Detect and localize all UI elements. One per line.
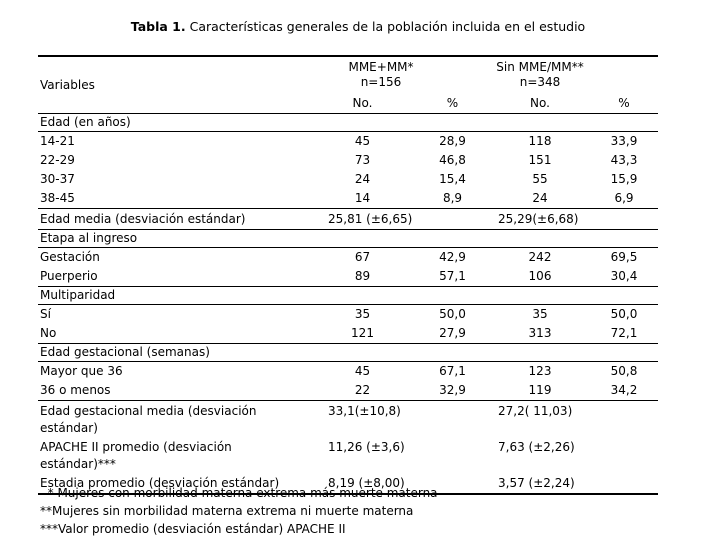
table-row xyxy=(38,305,658,325)
cell-value: 69,5 xyxy=(610,250,638,264)
section-row xyxy=(38,230,658,248)
footnotes xyxy=(40,484,438,538)
row-label: No xyxy=(40,326,57,340)
cell-value: 30,4 xyxy=(610,269,638,283)
cell-value-span: 25,29(±6,68) xyxy=(490,209,658,230)
cell-value: 34,2 xyxy=(610,383,638,397)
cell-value: 106 xyxy=(528,269,552,283)
cell-value: 67 xyxy=(354,250,371,264)
group-name: MME+MM* xyxy=(348,60,414,74)
cell-value: 8,9 xyxy=(442,191,463,205)
cell-value: 46,8 xyxy=(439,153,466,167)
section-row xyxy=(38,344,658,362)
cell-value: 50,0 xyxy=(610,307,638,321)
cell-value: 67,1 xyxy=(439,364,466,378)
cell-value: 151 xyxy=(528,153,552,167)
row-label: 38-45 xyxy=(40,191,75,205)
cell-value-span: 3,57 (±2,24) xyxy=(498,476,575,490)
row-label: 30-37 xyxy=(40,172,75,186)
section-label: Edad (en años) xyxy=(38,114,658,132)
section-row xyxy=(38,114,658,132)
table-row xyxy=(38,189,658,209)
section-label: Multiparidad xyxy=(38,287,658,305)
table-title xyxy=(0,19,716,34)
group-name: Sin MME/MM** xyxy=(496,60,584,74)
cell-value: 42,9 xyxy=(439,250,466,264)
cell-value: 6,9 xyxy=(614,191,634,205)
cell-value: 24 xyxy=(532,191,548,205)
cell-value-span: 8,19 (±8,00) xyxy=(328,476,405,490)
cell-value-span: 7,63 (±2,26) xyxy=(498,440,575,454)
row-label: Edad gestacional media (desviación estándar) xyxy=(38,401,310,438)
cell-value: 35 xyxy=(532,307,548,321)
cell-value: 14 xyxy=(354,191,371,205)
footnote: ***Valor promedio (desviación estándar) APACHE II xyxy=(40,522,346,536)
cell-value: 24 xyxy=(354,172,371,186)
table-title-text: Características generales de la población incluida en el estudio xyxy=(189,19,586,34)
cell-value: 22 xyxy=(354,383,371,397)
cell-value: 119 xyxy=(528,383,552,397)
row-label: APACHE II promedio (desviación estándar)*** xyxy=(40,440,232,471)
cell-value: 55 xyxy=(532,172,548,186)
cell-value: 32,9 xyxy=(439,383,466,397)
cell-value: 15,4 xyxy=(439,172,466,186)
table-row xyxy=(38,248,658,268)
column-header-pct-1: % xyxy=(415,93,490,114)
row-label: 14-21 xyxy=(40,134,75,148)
row-label: Mayor que 36 xyxy=(40,364,123,378)
table-row xyxy=(38,209,658,230)
column-header-variables: Variables xyxy=(38,56,310,114)
table-row xyxy=(38,132,658,152)
table-row xyxy=(38,170,658,189)
cell-value: 118 xyxy=(528,134,552,148)
row-label: 36 o menos xyxy=(40,383,111,397)
row-label: Estadia promedio (desviación estándar) xyxy=(40,476,280,490)
column-group-sin-mme-mm xyxy=(490,56,658,93)
cell-value: 45 xyxy=(354,364,371,378)
table-row xyxy=(38,324,658,344)
section-row xyxy=(38,287,658,305)
cell-value: 35 xyxy=(354,307,371,321)
cell-value: 50,8 xyxy=(610,364,638,378)
group-n: n=156 xyxy=(360,75,402,89)
cell-value: 123 xyxy=(528,364,552,378)
cell-value: 313 xyxy=(528,326,552,340)
cell-value: 28,9 xyxy=(439,134,466,148)
footnote: * Mujeres con morbilidad materna extrema más muerte materna xyxy=(40,486,438,500)
cell-value: 50,0 xyxy=(439,307,466,321)
cell-value-span: 11,26 (±3,6) xyxy=(328,440,405,454)
row-label: Edad media (desviación estándar) xyxy=(38,209,310,230)
table-row xyxy=(38,362,658,382)
column-header-pct-2: % xyxy=(590,93,658,114)
cell-value: 33,9 xyxy=(610,134,638,148)
row-label: Sí xyxy=(40,307,51,321)
footnote: **Mujeres sin morbilidad materna extrema ni muerte materna xyxy=(40,504,414,518)
row-label: Gestación xyxy=(40,250,100,264)
cell-value: 27,9 xyxy=(439,326,466,340)
cell-value: 73 xyxy=(354,153,371,167)
cell-value: 43,3 xyxy=(610,153,638,167)
cell-value: 45 xyxy=(354,134,371,148)
cell-value-span: 27,2( 11,03) xyxy=(490,401,658,438)
table-row xyxy=(38,267,658,287)
row-label: 22-29 xyxy=(40,153,75,167)
table-title-label: Tabla 1. xyxy=(130,19,186,34)
header-group-row xyxy=(38,56,658,93)
cell-value: 121 xyxy=(351,326,374,340)
cell-value-span: 33,1(±10,8) xyxy=(310,401,490,438)
section-label: Etapa al ingreso xyxy=(38,230,658,248)
table-row xyxy=(38,401,658,438)
study-table xyxy=(38,55,658,495)
cell-value-span: 25,81 (±6,65) xyxy=(310,209,490,230)
cell-value: 72,1 xyxy=(610,326,638,340)
table-header xyxy=(38,56,658,114)
table-body xyxy=(38,114,658,495)
column-header-no-2: No. xyxy=(490,93,590,114)
cell-value: 15,9 xyxy=(610,172,638,186)
column-header-no-1: No. xyxy=(310,93,415,114)
row-label: Puerperio xyxy=(40,269,98,283)
cell-value: 89 xyxy=(354,269,371,283)
table-row xyxy=(38,437,658,473)
section-label: Edad gestacional (semanas) xyxy=(38,344,658,362)
table-row xyxy=(38,151,658,170)
table-row xyxy=(38,381,658,401)
group-n: n=348 xyxy=(519,75,561,89)
cell-value: 57,1 xyxy=(439,269,466,283)
cell-value: 242 xyxy=(528,250,552,264)
